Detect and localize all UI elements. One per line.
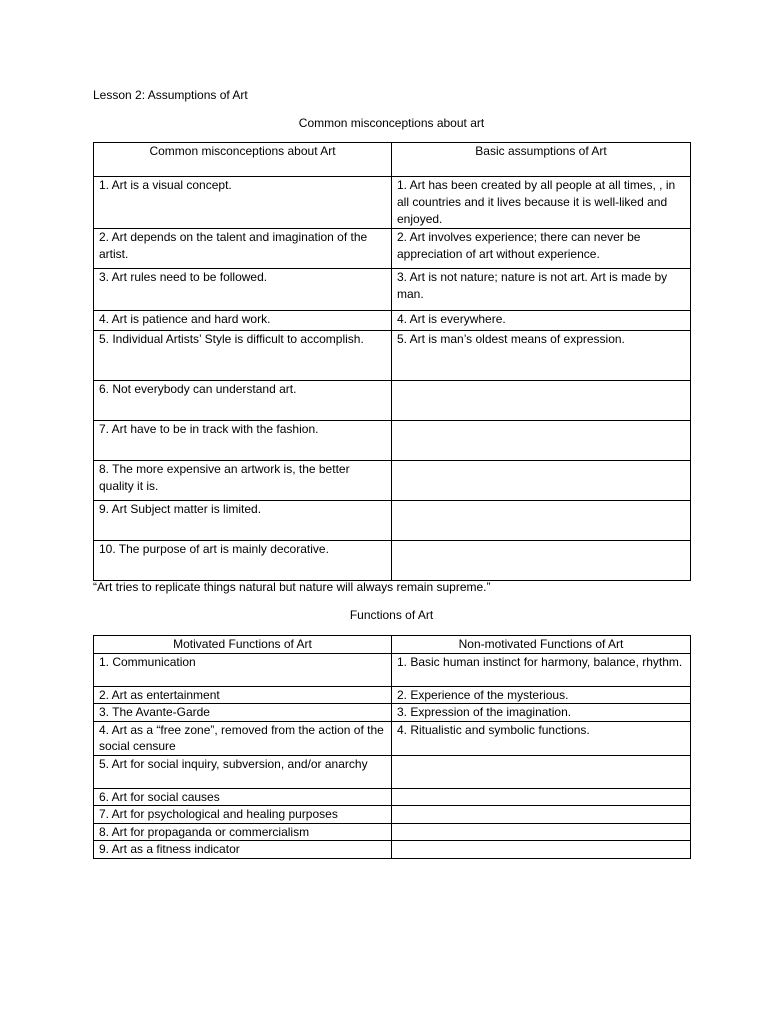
table-row [94,177,691,229]
table-cell: 4. Ritualistic and symbolic functions. [392,721,691,755]
table-cell: 7. Art have to be in track with the fashion. [94,421,392,461]
table-cell: 3. The Avante-Garde [94,704,392,722]
table-row [94,421,691,461]
table-cell: 2. Art involves experience; there can never be appreciation of art without experience. [392,229,691,269]
table-row [94,823,691,841]
table-cell: 1. Communication [94,653,392,686]
table-row [94,788,691,806]
table-cell: 7. Art for psychological and healing purposes [94,806,392,824]
column-header: Motivated Functions of Art [94,636,392,654]
table-row [94,686,691,704]
table-cell: 5. Individual Artists’ Style is difficult to accomplish. [94,331,392,381]
table-header-row [94,636,691,654]
table-row [94,331,691,381]
table-cell [392,806,691,824]
table-cell: 10. The purpose of art is mainly decorative. [94,541,392,581]
column-header: Non-motivated Functions of Art [392,636,691,654]
table-cell: 2. Art as entertainment [94,686,392,704]
table-cell: 2. Experience of the mysterious. [392,686,691,704]
table-cell: 1. Basic human instinct for harmony, balance, rhythm. [392,653,691,686]
table-cell: 1. Art has been created by all people at all times, , in all countries and it lives because it is well-liked and enjoyed. [392,177,691,229]
table-row [94,311,691,331]
table-cell: 3. Art rules need to be followed. [94,269,392,311]
table-row [94,461,691,501]
table-cell [392,541,691,581]
table-cell: 6. Art for social causes [94,788,392,806]
table-cell [392,823,691,841]
table-cell: 8. Art for propaganda or commercialism [94,823,392,841]
table-row [94,229,691,269]
table-cell: 4. Art as a “free zone”, removed from the action of the social censure [94,721,392,755]
table-row [94,704,691,722]
table-row [94,755,691,788]
section-title-misconceptions: Common misconceptions about art [298,116,485,130]
functions-table [93,635,691,859]
table-cell: 2. Art depends on the talent and imagination of the artist. [94,229,392,269]
table-cell: 3. Art is not nature; nature is not art. Art is made by man. [392,269,691,311]
table-row [94,841,691,859]
table-row [94,806,691,824]
table-cell: 9. Art as a fitness indicator [94,841,392,859]
table-cell: 4. Art is everywhere. [392,311,691,331]
table-cell: 8. The more expensive an artwork is, the better quality it is. [94,461,392,501]
table-cell: 4. Art is patience and hard work. [94,311,392,331]
table-cell: 3. Expression of the imagination. [392,704,691,722]
table-row [94,381,691,421]
quote-text: “Art tries to replicate things natural but nature will always remain supreme.” [93,580,491,594]
table-row [94,269,691,311]
lesson-title: Lesson 2: Assumptions of Art [93,88,248,102]
column-header: Common misconceptions about Art [94,143,392,177]
table-header-row [94,143,691,177]
table-cell [392,421,691,461]
table-row [94,653,691,686]
table-cell [392,381,691,421]
table-cell: 5. Art is man’s oldest means of expression. [392,331,691,381]
table-cell [392,841,691,859]
table-cell: 5. Art for social inquiry, subversion, and/or anarchy [94,755,392,788]
column-header: Basic assumptions of Art [392,143,691,177]
misconceptions-table [93,142,691,581]
table-cell: 6. Not everybody can understand art. [94,381,392,421]
table-row [94,541,691,581]
table-row [94,721,691,755]
table-cell: 9. Art Subject matter is limited. [94,501,392,541]
section-title-functions: Functions of Art [349,608,434,622]
table-cell [392,755,691,788]
table-cell [392,501,691,541]
table-cell [392,461,691,501]
table-cell [392,788,691,806]
table-cell: 1. Art is a visual concept. [94,177,392,229]
table-row [94,501,691,541]
